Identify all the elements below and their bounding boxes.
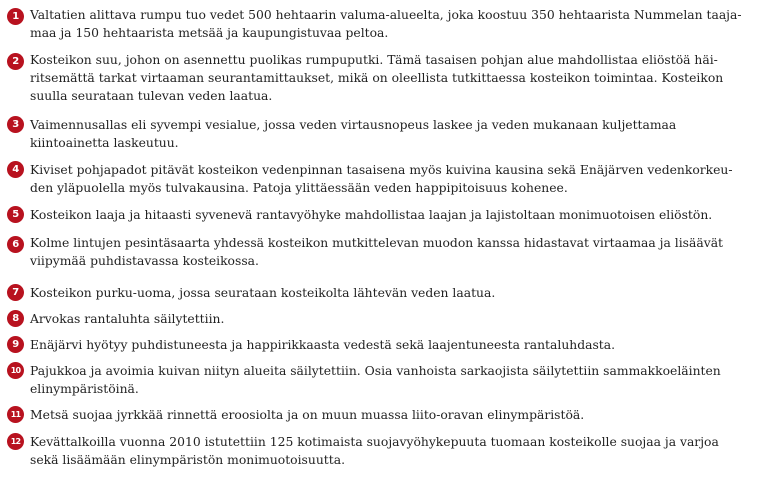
item-text <box>30 433 755 469</box>
number-badge: 12 <box>7 433 24 450</box>
number-badge: 6 <box>7 236 24 253</box>
number-badge: 5 <box>7 206 24 223</box>
item-text <box>30 362 755 398</box>
text-line: Kosteikon laaja ja hitaasti syvenevä rantavyöhyke mahdollistaa laajan ja lajistoltaan monimuotoisen eliöstön. <box>30 207 713 222</box>
item-text <box>30 406 755 424</box>
text-line: Kosteikon purku-uoma, jossa seurataan kosteikolta lähtevän veden laatua. <box>30 285 496 300</box>
text-line: Arvokas rantaluhta säilytettiin. <box>30 311 225 326</box>
text-line: Metsä suojaa jyrkkää rinnettä eroosiolta ja on muun muassa liito-oravan elinympäristöä. <box>30 407 585 422</box>
text-line: maa ja 150 hehtaarista metsää ja kaupungistuvaa peltoa. <box>30 25 389 40</box>
item-text <box>30 116 755 152</box>
number-badge: 1 <box>7 8 24 25</box>
number-badge: 9 <box>7 336 24 353</box>
item-text <box>30 161 755 197</box>
item-text <box>30 284 755 302</box>
item-text <box>30 234 755 270</box>
item-text <box>30 6 755 42</box>
text-line: ritsemättä tarkat virtaaman seurantamittaukset, mikä on oleellista tutkittaessa kosteikon toimintaa. Kosteikon <box>30 70 724 85</box>
item-text <box>30 206 755 224</box>
text-line: viipymää puhdistavassa kosteikossa. <box>30 253 259 268</box>
text-line: Kiviset pohjapadot pitävät kosteikon vedenpinnan tasaisena myös kuivina kausina sekä Enäjärven vedenkorkeu- <box>30 162 733 177</box>
number-badge: 7 <box>7 284 24 301</box>
text-line: Vaimennusallas eli syvempi vesialue, jossa veden virtausnopeus laskee ja veden mukanaan kuljettamaa <box>30 117 677 132</box>
text-line: kiintoainetta laskeutuu. <box>30 135 179 150</box>
number-badge: 2 <box>7 53 24 70</box>
text-line: den yläpuolella myös tulvakausina. Patoja ylittäessään veden happipitoisuus kohenee. <box>30 180 568 195</box>
number-badge: 8 <box>7 310 24 327</box>
text-line: elinympäristöinä. <box>30 381 139 396</box>
number-badge: 4 <box>7 161 24 178</box>
item-text <box>30 51 755 105</box>
text-line: Pajukkoa ja avoimia kuivan niityn alueita säilytettiin. Osia vanhoista sarkaojista säilytettiin sammakkoeläinten <box>30 363 721 378</box>
number-badge: 10 <box>7 362 24 379</box>
number-badge: 3 <box>7 116 24 133</box>
text-line: Enäjärvi hyötyy puhdistuneesta ja happirikkaasta vedestä sekä laajentuneesta rantaluhdasta. <box>30 337 616 352</box>
item-text <box>30 310 755 328</box>
text-line: Kosteikon suu, johon on asennettu puolikas rumpuputki. Tämä tasaisen pohjan alue mahdollistaa eliöstöä häi- <box>30 52 718 67</box>
text-line: Valtatien alittava rumpu tuo vedet 500 hehtaarin valuma-alueelta, joka koostuu 350 hehtaarista Nummelan taaja- <box>30 7 742 22</box>
text-line: Kolme lintujen pesintäsaarta yhdessä kosteikon mutkittelevan muodon kanssa hidastavat virtaamaa ja lisäävät <box>30 235 724 250</box>
text-line: suulla seurataan tulevan veden laatua. <box>30 88 273 103</box>
number-badge: 11 <box>7 406 24 423</box>
text-line: Kevättalkoilla vuonna 2010 istutettiin 125 kotimaista suojavyöhykepuuta tuomaan kosteikolle suojaa ja varjoa <box>30 434 719 449</box>
text-line: sekä lisäämään elinympäristön monimuotoisuutta. <box>30 452 346 467</box>
item-text <box>30 336 755 354</box>
